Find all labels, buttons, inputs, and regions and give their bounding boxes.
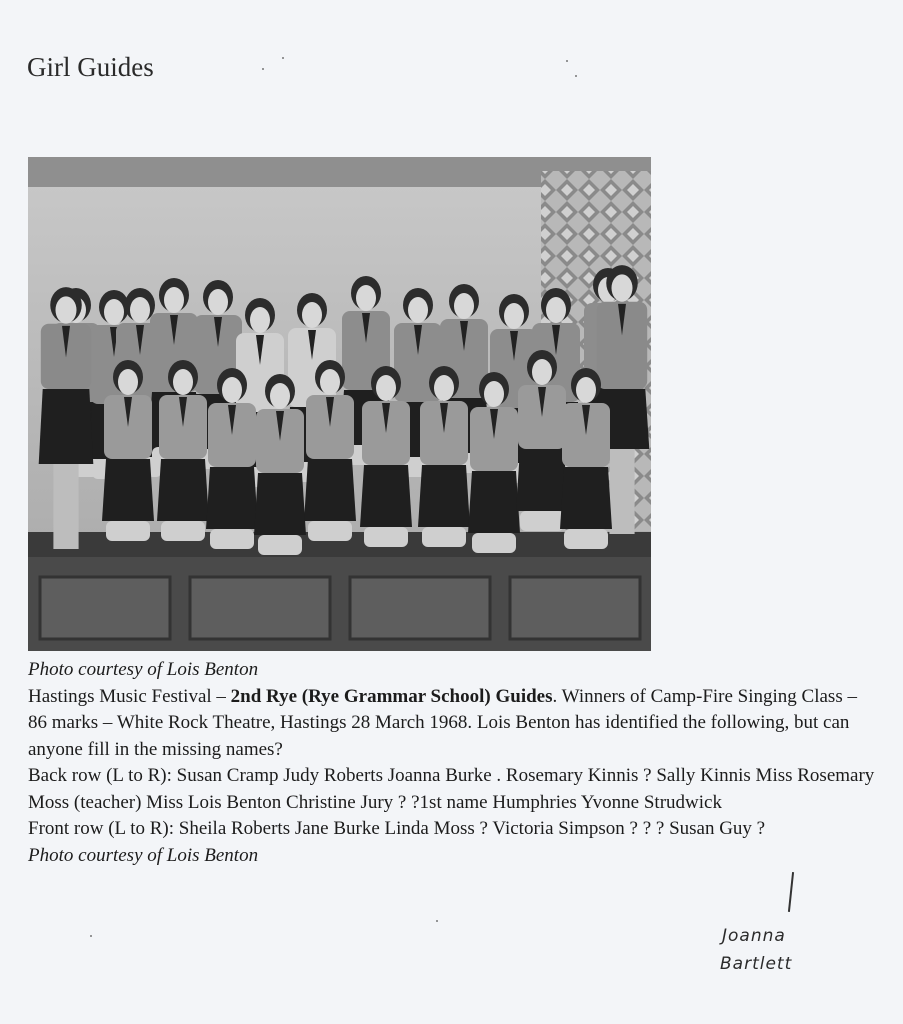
group-photo-drawing [28, 157, 651, 651]
photo-caption-block [28, 657, 878, 869]
group-photo [28, 157, 651, 651]
scan-speck [575, 75, 577, 77]
event-details: . Winners of Camp-Fire Singing Class – 86 marks – White Rock Theatre, Hastings 28 March 1968. Lois Benton has identified the following, but can anyone fill in the missing names? [28, 685, 857, 760]
handwritten-mark [788, 872, 794, 912]
event-intro: Hastings Music Festival – [28, 685, 231, 707]
scan-speck [90, 935, 92, 937]
event-description [28, 684, 878, 764]
photo-credit-top: Photo courtesy of Lois Benton [28, 659, 259, 680]
scan-speck [436, 920, 438, 922]
handwritten-note-line2: Bartlett [720, 954, 793, 974]
front-row-names: Front row (L to R): Sheila Roberts Jane Burke Linda Moss ? Victoria Simpson ? ? ? Susan Guy ? [28, 818, 766, 839]
page-title: Girl Guides [27, 52, 154, 82]
group-name: 2nd Rye (Rye Grammar School) Guides [230, 685, 553, 707]
scan-speck [282, 57, 284, 59]
photo-credit-bottom: Photo courtesy of Lois Benton [28, 844, 259, 866]
scan-speck [262, 68, 264, 70]
scan-speck [566, 60, 568, 62]
back-row-names: Back row (L to R): Susan Cramp Judy Roberts Joanna Burke . Rosemary Kinnis ? Sally Kinnis Miss Rosemary Moss (teacher) Miss Lois Benton Christine Jury ? ?1st name Humphries Yvonne Strudwick [28, 765, 875, 813]
handwritten-note-line1: Joanna [722, 926, 786, 946]
